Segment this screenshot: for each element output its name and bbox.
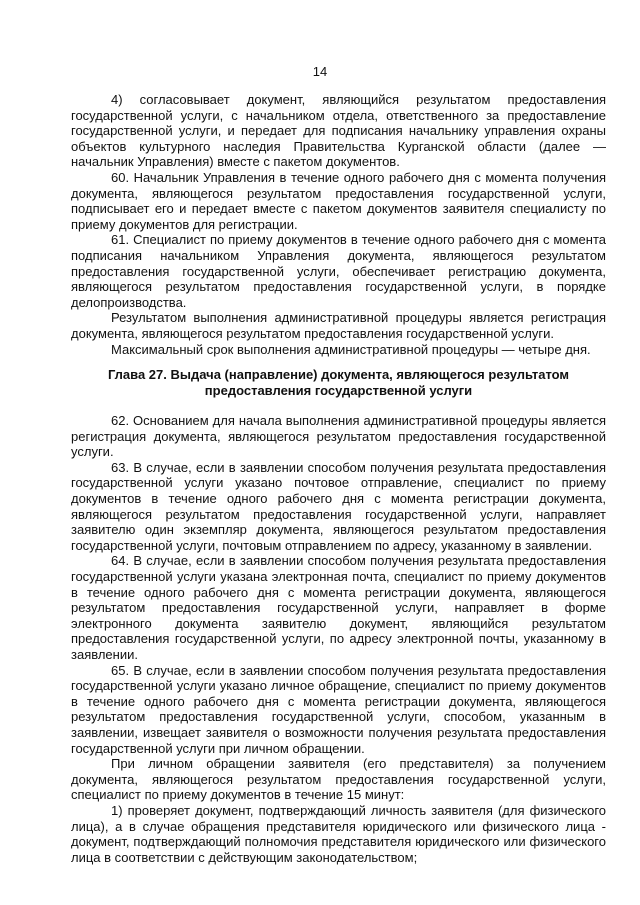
paragraph-61: 61. Специалист по приему документов в течение одного рабочего дня с момента подписания начальником Управления документа, являющегося результатом предоставления государственной услуги, обеспечивает регистрацию документа, являющегося результатом предоставления государственной услуги, в порядке делопроизводства. bbox=[71, 232, 606, 310]
paragraph-63: 63. В случае, если в заявлении способом получения результата предоставления государственной услуги указано почтовое отправление, специалист по приему документов в течение одного рабочего дня с момента регистрации документа, являющегося результатом предоставления государственной услуги, направляет заявителю один экземпляр документа, являющегося результатом предоставления государственной услуги, почтовым отправлением по адресу, указанному в заявлении. bbox=[71, 459, 606, 553]
paragraph-item-4: 4) согласовывает документ, являющийся результатом предоставления государственной услуги, с начальником отдела, ответственного за предоставление государственной услуги, и передает для подписания начальнику управления охраны объектов культурного наследия Правительства Курганской области (далее — начальник Управления) вместе с пакетом документов. bbox=[71, 92, 606, 170]
chapter-heading: Глава 27. Выдача (направление) документа, являющегося результатом предоставления государственной услуги bbox=[107, 367, 570, 399]
document-body bbox=[71, 92, 606, 865]
paragraph-62: 62. Основанием для начала выполнения административной процедуры является регистрация документа, являющегося результатом предоставления государственной услуги. bbox=[71, 413, 606, 460]
paragraph-personal-visit: При личном обращении заявителя (его представителя) за получением документа, являющегося результатом предоставления государственной услуги, специалист по приему документов в течение 15 минут: bbox=[71, 756, 606, 803]
paragraph-65: 65. В случае, если в заявлении способом получения результата предоставления государственной услуги указано личное обращение, специалист по приему документов в течение одного рабочего дня с момента регистрации документа, являющегося результатом предоставления государственной услуги, способом, указанным в заявлении, извещает заявителя о возможности получения результата предоставления государственной услуги при личном обращении. bbox=[71, 662, 606, 756]
paragraph-60: 60. Начальник Управления в течение одного рабочего дня с момента получения документа, являющегося результатом предоставления государственной услуги, подписывает его и передает вместе с пакетом документов заявителя специалисту по приему документов для регистрации. bbox=[71, 169, 606, 232]
paragraph-64: 64. В случае, если в заявлении способом получения результата предоставления государственной услуги указана электронная почта, специалист по приему документов в течение одного рабочего дня с момента регистрации документа, являющегося результатом предоставления государственной услуги, направляет в форме электронного документа заявителю документ, являющийся результатом предоставления государственной услуги, по адресу электронной почты, указанному в заявлении. bbox=[71, 553, 606, 662]
paragraph-result: Результатом выполнения административной процедуры является регистрация документа, являющегося результатом предоставления государственной услуги. bbox=[71, 310, 606, 341]
paragraph-item-1: 1) проверяет документ, подтверждающий личность заявителя (для физического лица), а в случае обращения представителя юридического или физического лица - документ, подтверждающий полномочия представителя юридического или физического лица в соответствии с действующим законодательством; bbox=[71, 802, 606, 865]
paragraph-max-term: Максимальный срок выполнения административной процедуры — четыре дня. bbox=[111, 341, 591, 357]
page-number: 14 bbox=[312, 64, 328, 79]
